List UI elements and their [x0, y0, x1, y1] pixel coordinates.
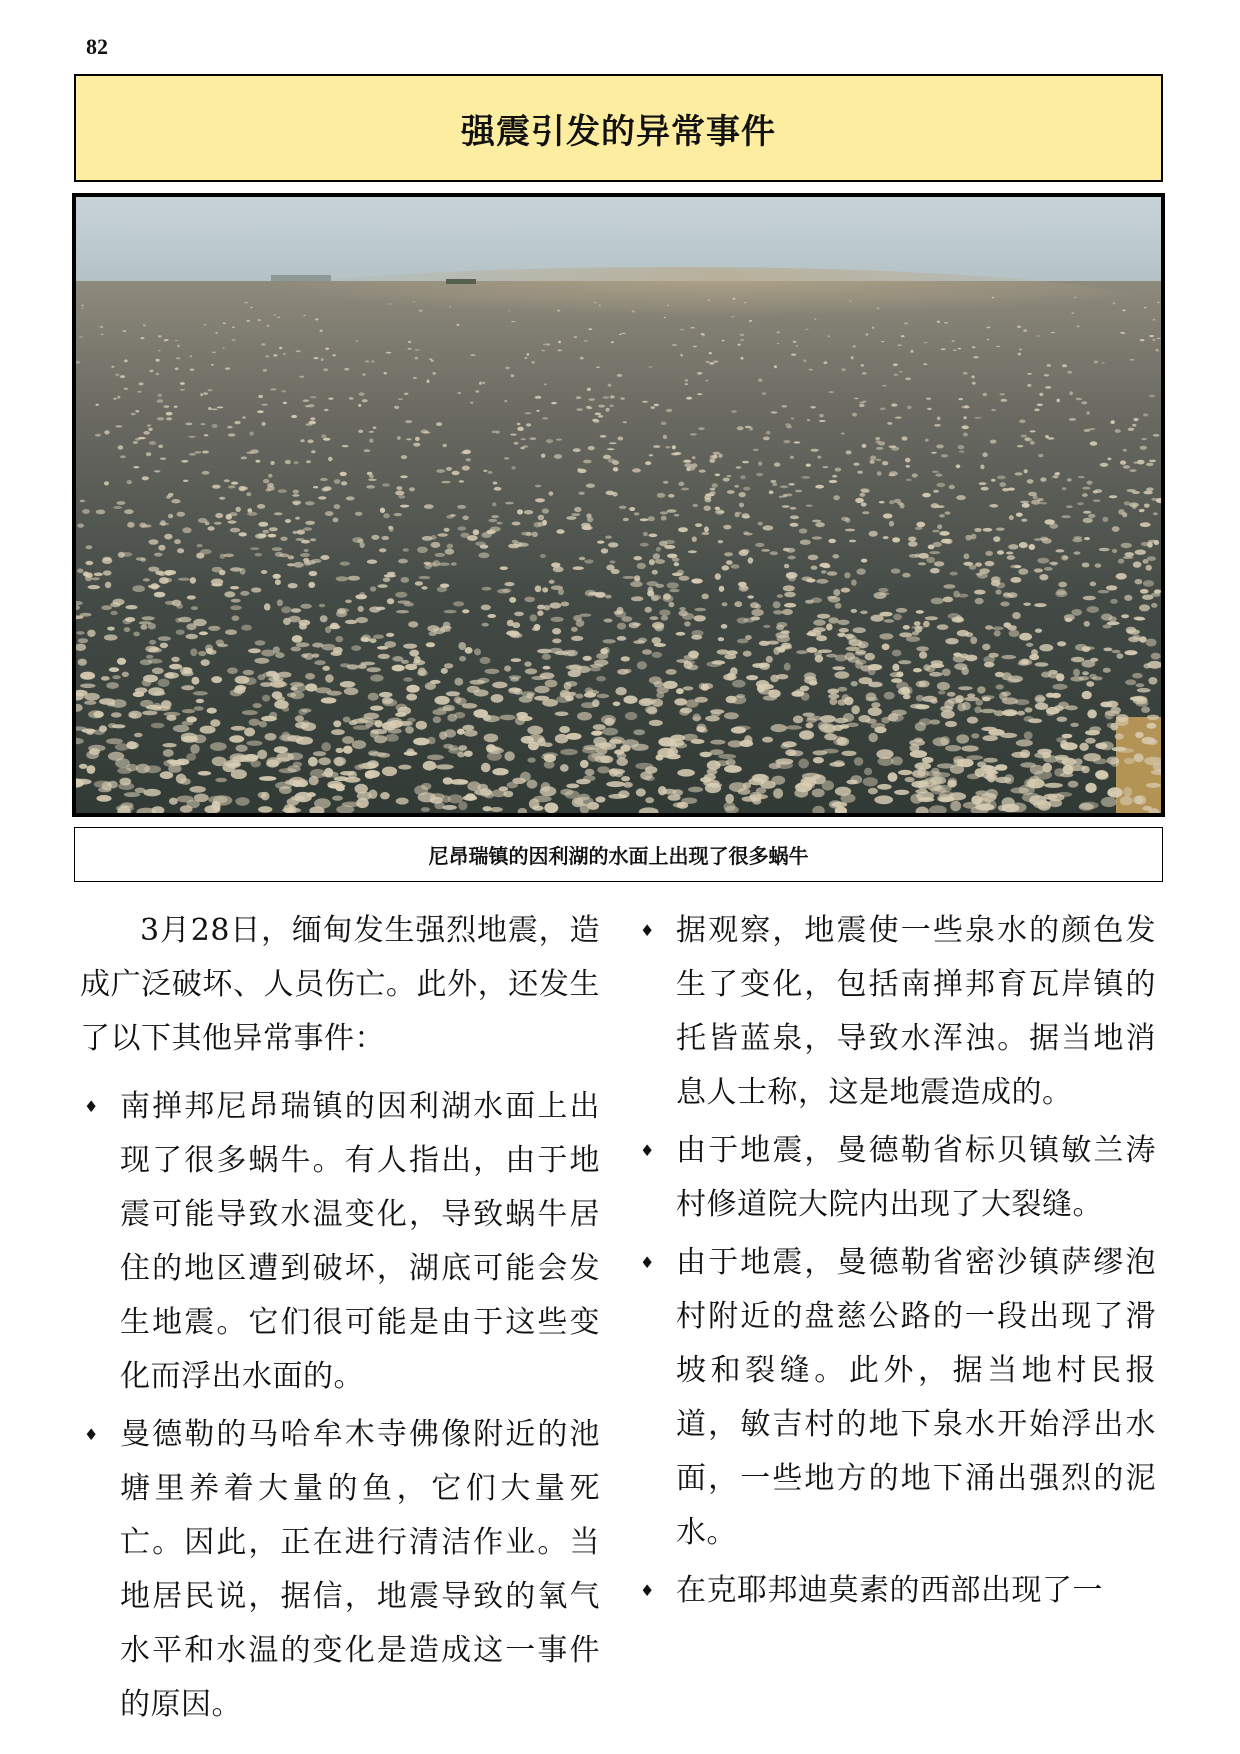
lake-photo [72, 193, 1165, 817]
diamond-bullet-icon: ♦ [640, 1141, 655, 1160]
list-item-text: 南掸邦尼昂瑞镇的因利湖水面上出现了很多蜗牛。有人指出，由于地震可能导致水温变化，导致蜗牛居住的地区遭到破坏，湖底可能会发生地震。它们很可能是由于这些变化而浮出水面的。 [120, 1089, 600, 1394]
list-item [636, 1564, 1156, 1618]
page-number: 82 [86, 34, 108, 59]
photo-caption-box [74, 827, 1163, 882]
list-item-text: 由于地震，曼德勒省标贝镇敏兰涛村修道院大院内出现了大裂缝。 [676, 1133, 1156, 1222]
diamond-bullet-icon: ♦ [640, 1253, 655, 1272]
diamond-bullet-icon: ♦ [84, 1097, 99, 1116]
list-item-text: 由于地震，曼德勒省密沙镇萨缪泡村附近的盘慈公路的一段出现了滑坡和裂缝。此外，据当地村民报道，敏吉村的地下泉水开始浮出水面，一些地方的地下涌出强烈的泥水。 [676, 1245, 1156, 1550]
list-item-text: 曼德勒的马哈牟木寺佛像附近的池塘里养着大量的鱼，它们大量死亡。因此，正在进行清洁作业。当地居民说，据信，地震导致的氧气水平和水温的变化是造成这一事件的原因。 [120, 1417, 600, 1722]
list-item [636, 1124, 1156, 1232]
list-item-text: 在克耶邦迪莫素的西部出现了一 [676, 1573, 1103, 1608]
right-bullet-list [636, 904, 1156, 1618]
diamond-bullet-icon: ♦ [640, 921, 655, 940]
photo-caption: 尼昂瑞镇的因利湖的水面上出现了很多蜗牛 [428, 844, 809, 868]
list-item [80, 1080, 600, 1404]
list-item [636, 1236, 1156, 1560]
intro-paragraph: 3月28日，缅甸发生强烈地震，造成广泛破坏、人员伤亡。此外，还发生了以下其他异常事件： [80, 913, 600, 1056]
list-item [80, 1408, 600, 1732]
list-item-text: 据观察，地震使一些泉水的颜色发生了变化，包括南掸邦育瓦岸镇的托皆蓝泉，导致水浑浊。据当地消息人士称，这是地震造成的。 [676, 913, 1156, 1110]
page-title: 强震引发的异常事件 [461, 111, 776, 152]
diamond-bullet-icon: ♦ [84, 1425, 99, 1444]
diamond-bullet-icon: ♦ [640, 1581, 655, 1600]
list-item [636, 904, 1156, 1120]
left-column [80, 904, 600, 1736]
left-bullet-list [80, 1080, 600, 1732]
lake-snails-photo-icon [76, 197, 1161, 813]
title-banner [74, 74, 1163, 182]
right-column [636, 904, 1156, 1622]
